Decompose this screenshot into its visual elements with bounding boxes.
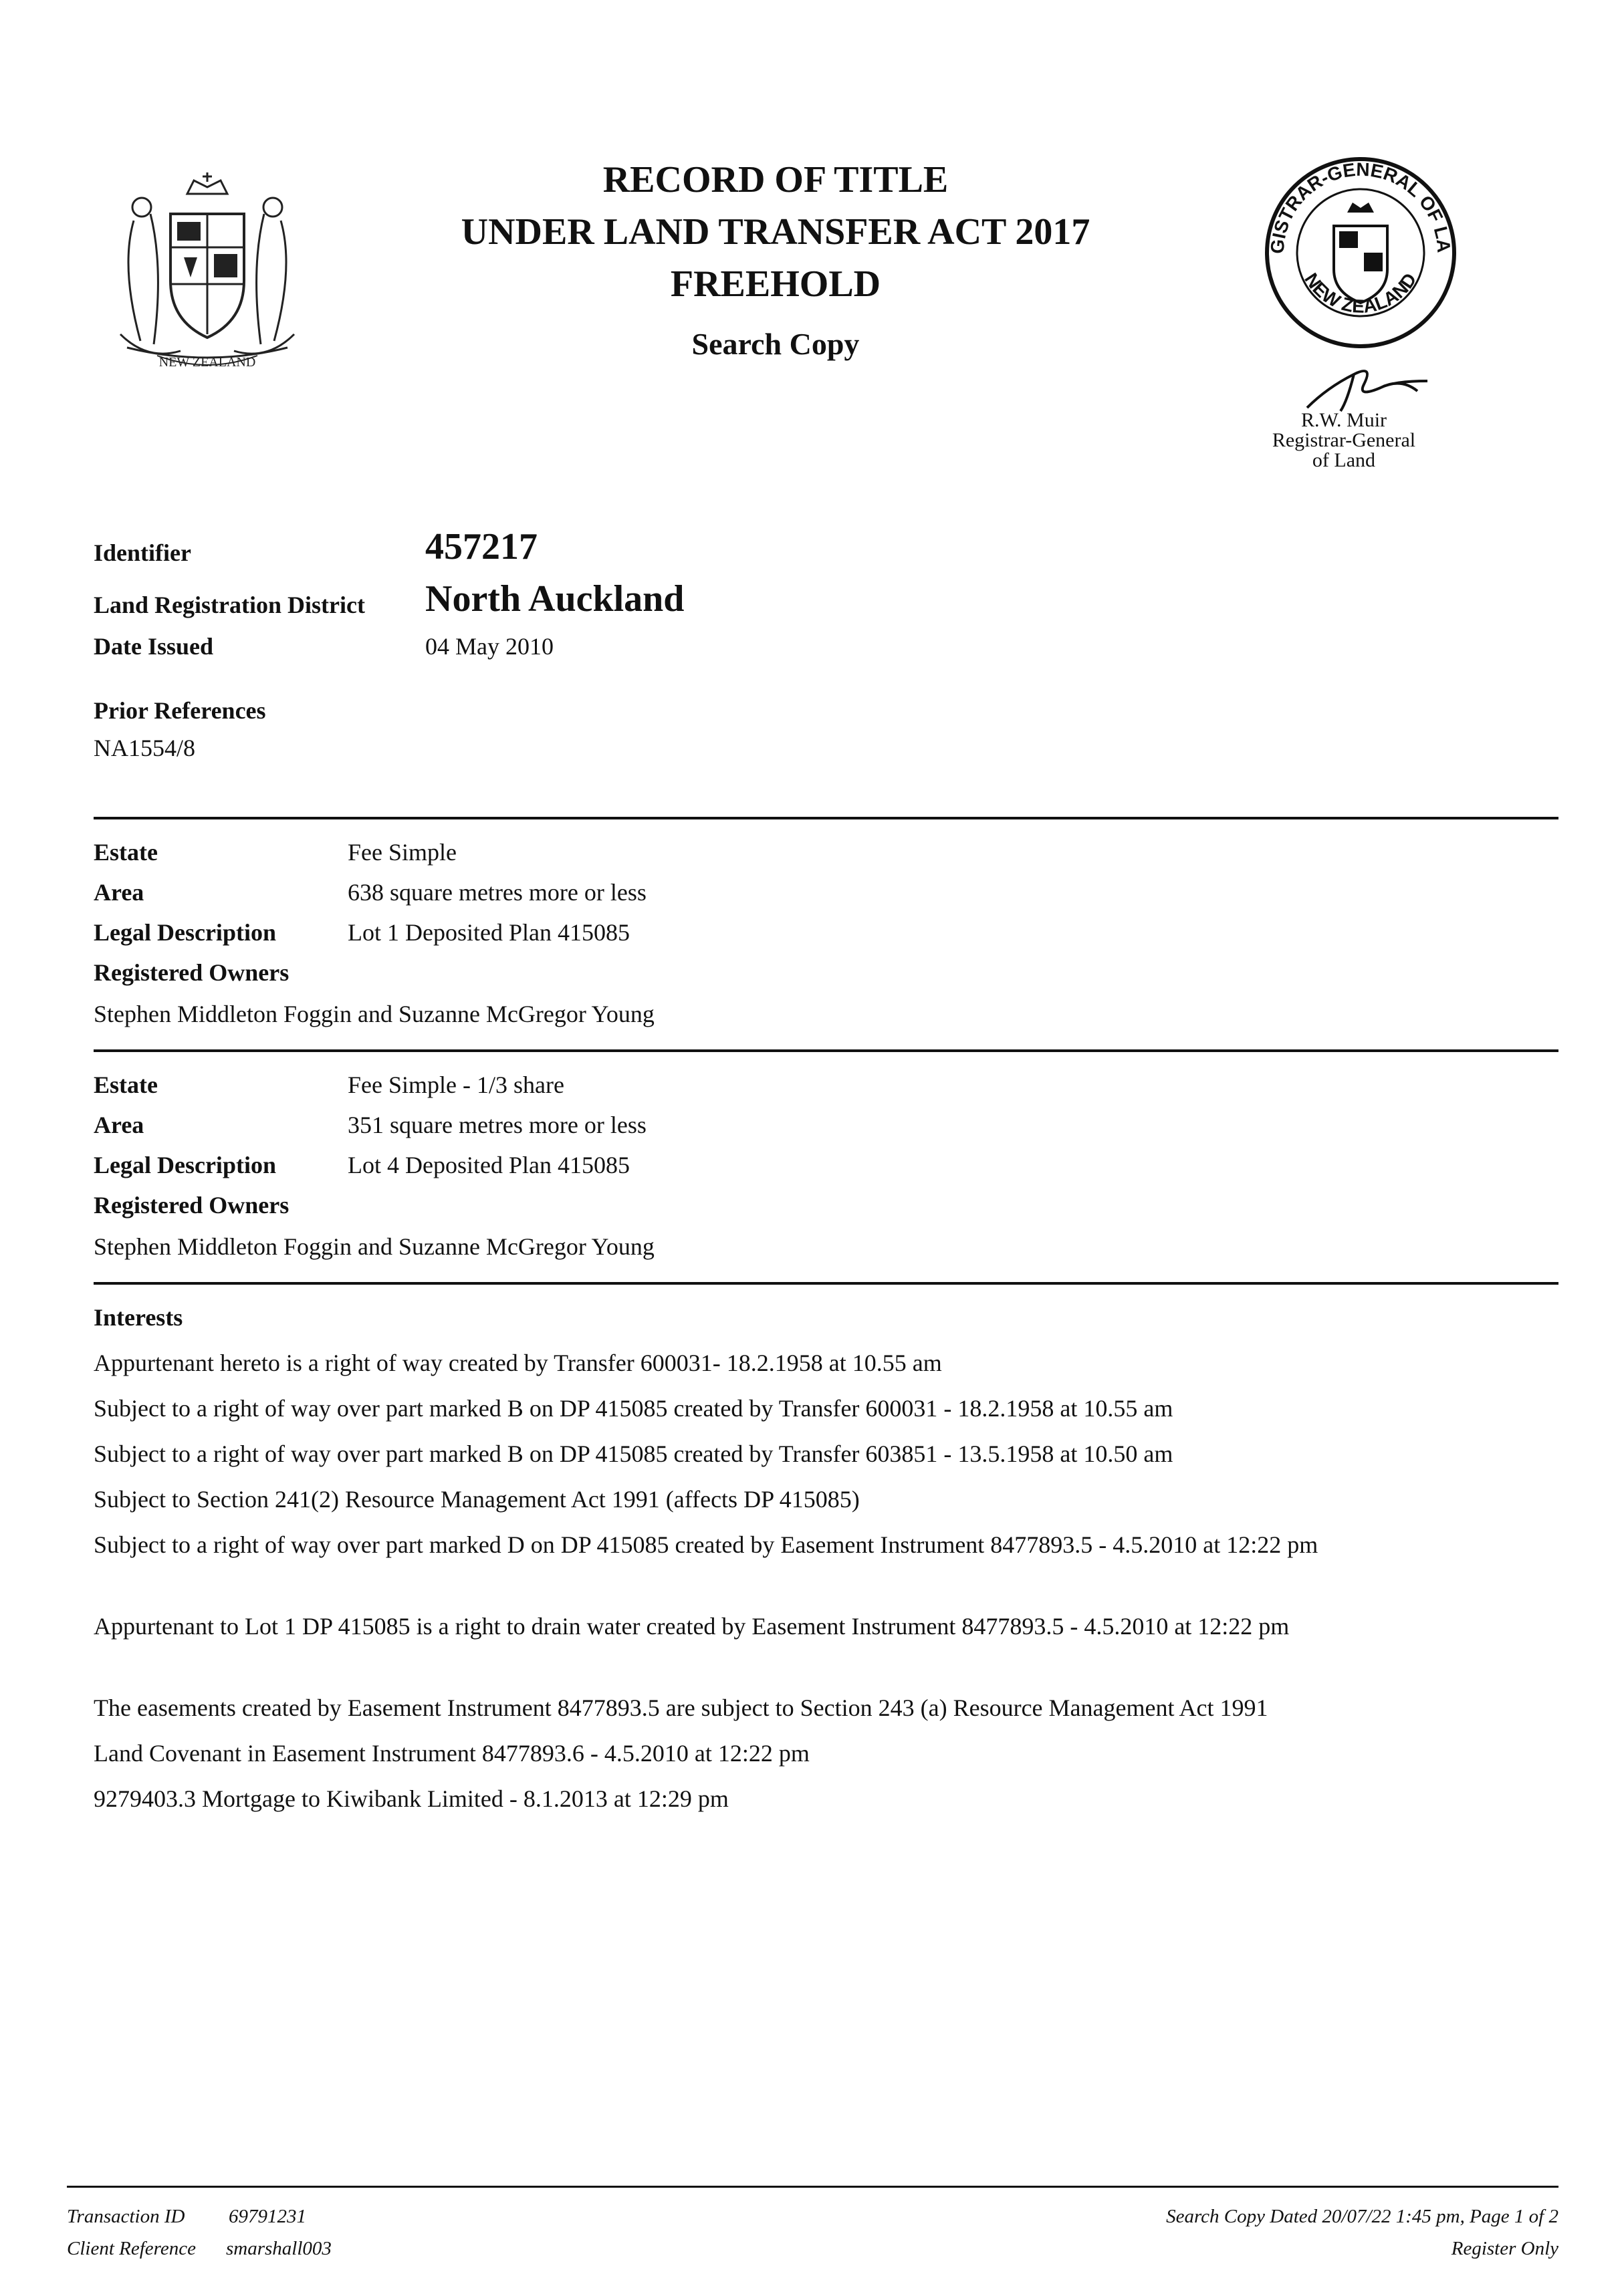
legal-description-label: Legal Description xyxy=(94,1152,276,1178)
area-label: Area xyxy=(94,1112,144,1138)
section-divider xyxy=(94,1049,1558,1052)
document-title xyxy=(361,154,1190,362)
legal-description-value: Lot 4 Deposited Plan 415085 xyxy=(348,1152,630,1178)
date-issued-label: Date Issued xyxy=(94,633,214,660)
interest-item: Subject to a right of way over part marked B on DP 415085 created by Transfer 600031 - 18.2.1958 at 10.55 am xyxy=(94,1395,1173,1422)
registered-owners-value: Stephen Middleton Foggin and Suzanne McGregor Young xyxy=(94,1233,655,1260)
interest-item: Subject to a right of way over part marked D on DP 415085 created by Easement Instrument 8477893.5 - 4.5.2010 at 12:22 pm xyxy=(94,1531,1318,1558)
estate-value: Fee Simple - 1/3 share xyxy=(348,1071,564,1098)
svg-text:NEW ZEALAND: NEW ZEALAND xyxy=(158,355,256,370)
registrar-name: R.W. Muir xyxy=(1300,409,1387,431)
footer-divider xyxy=(67,2186,1558,2188)
prior-references-label: Prior References xyxy=(94,697,266,724)
interests-label: Interests xyxy=(94,1304,183,1331)
estate-label: Estate xyxy=(94,1071,158,1098)
legal-description-value: Lot 1 Deposited Plan 415085 xyxy=(348,919,630,946)
svg-text:REGISTRAR-GENERAL OF LAND: GISTRAR-GENERAL OF LA xyxy=(1266,158,1455,255)
search-copy-label: Search Copy xyxy=(691,327,860,361)
interest-item: Appurtenant to Lot 1 DP 415085 is a right to drain water created by Easement Instrument 8477893.5 - 4.5.2010 at 12:22 pm xyxy=(94,1613,1290,1640)
client-reference-label: Client Reference xyxy=(67,2238,196,2259)
identifier-value: 457217 xyxy=(425,526,538,567)
registrar-title-2: of Land xyxy=(1312,449,1376,471)
title-line-2: UNDER LAND TRANSFER ACT 2017 xyxy=(461,211,1090,253)
section-divider xyxy=(94,1282,1558,1285)
interest-item: The easements created by Easement Instrument 8477893.5 are subject to Section 243 (a) Resource Management Act 1991 xyxy=(94,1694,1268,1721)
district-label: Land Registration District xyxy=(94,592,365,618)
title-line-1: RECORD OF TITLE xyxy=(602,159,949,201)
svg-text:NEW ZEALAND: NEW ZEALAND xyxy=(1300,269,1421,317)
interest-item: Appurtenant hereto is a right of way created by Transfer 600031- 18.2.1958 at 10.55 am xyxy=(94,1350,942,1376)
transaction-id-label: Transaction ID xyxy=(67,2206,185,2227)
legal-description-label: Legal Description xyxy=(94,919,276,946)
interest-item: Land Covenant in Easement Instrument 8477893.6 - 4.5.2010 at 12:22 pm xyxy=(94,1740,810,1767)
registrar-signature-icon xyxy=(1300,361,1434,414)
area-value: 351 square metres more or less xyxy=(348,1112,647,1138)
estate-label: Estate xyxy=(94,839,158,866)
interest-item: Subject to Section 241(2) Resource Management Act 1991 (affects DP 415085) xyxy=(94,1486,860,1513)
estate-value: Fee Simple xyxy=(348,839,457,866)
registrar-caption xyxy=(1244,410,1444,471)
registrar-seal-icon xyxy=(1260,152,1461,353)
transaction-id-value: 69791231 xyxy=(229,2206,306,2227)
prior-references-value: NA1554/8 xyxy=(94,735,195,761)
area-value: 638 square metres more or less xyxy=(348,879,647,906)
registered-owners-label: Registered Owners xyxy=(94,1192,289,1219)
registered-owners-label: Registered Owners xyxy=(94,959,289,986)
interest-item: 9279403.3 Mortgage to Kiwibank Limited - 8.1.2013 at 12:29 pm xyxy=(94,1785,729,1812)
identifier-label: Identifier xyxy=(94,539,191,566)
date-issued-value: 04 May 2010 xyxy=(425,633,554,660)
section-divider xyxy=(94,817,1558,819)
area-label: Area xyxy=(94,879,144,906)
registered-owners-value: Stephen Middleton Foggin and Suzanne McGregor Young xyxy=(94,1001,655,1027)
client-reference-value: smarshall003 xyxy=(226,2238,332,2259)
interest-item: Subject to a right of way over part marked B on DP 415085 created by Transfer 603851 - 13.5.1958 at 10.50 am xyxy=(94,1440,1173,1467)
coat-of-arms-icon xyxy=(94,167,321,381)
district-value: North Auckland xyxy=(425,578,685,620)
search-copy-dated: Search Copy Dated 20/07/22 1:45 pm, Page 1 of 2 xyxy=(1166,2206,1558,2227)
registrar-title-1: Registrar-General xyxy=(1272,429,1416,451)
title-line-3: FREEHOLD xyxy=(670,263,881,305)
register-only-label: Register Only xyxy=(1451,2238,1558,2259)
